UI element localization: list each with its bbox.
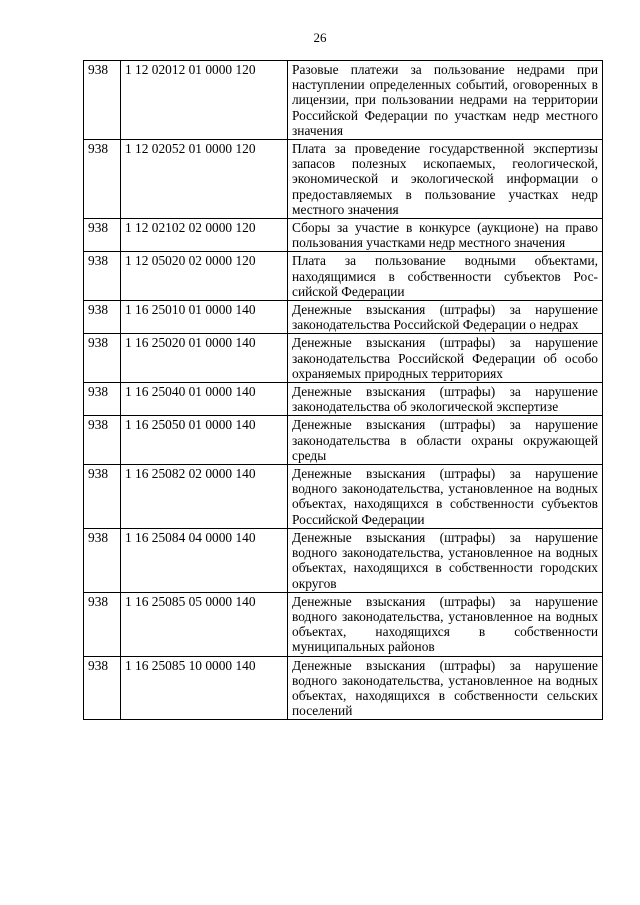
- admin-code-cell: 938: [84, 592, 121, 656]
- budget-code-cell: 1 16 25010 01 0000 140: [121, 301, 288, 334]
- budget-code-cell: 1 16 25040 01 0000 140: [121, 383, 288, 416]
- admin-code-cell: 938: [84, 416, 121, 465]
- budget-code-cell: 1 12 02052 01 0000 120: [121, 140, 288, 219]
- income-name-cell: Денежные взыскания (штрафы) за нарушение водного законодательства, установленное на водных объектах, находящихся в собственности городских округов: [288, 528, 603, 592]
- budget-code-cell: 1 16 25085 05 0000 140: [121, 592, 288, 656]
- admin-code-cell: 938: [84, 61, 121, 140]
- admin-code-cell: 938: [84, 252, 121, 301]
- page-number: 26: [313, 30, 327, 45]
- income-name-cell: Плата за проведение государственной экспертизы запасов полезных ископаемых, геологической, экономической и экологической информации о предоставляемых в пользование участках недр местного значения: [288, 140, 603, 219]
- income-name-cell: Денежные взыскания (штрафы) за нарушение водного законодательства, установленное на водных объектах, находящихся в собственности муниципальных районов: [288, 592, 603, 656]
- admin-code-cell: 938: [84, 219, 121, 252]
- income-name-cell: Денежные взыскания (штрафы) за нарушение законодательства Российской Федерации о недрах: [288, 301, 603, 334]
- income-name-cell: Плата за пользование водными объектами, находящимися в собственности субъектов Российской Федерации: [288, 252, 603, 301]
- table-body: [84, 61, 603, 720]
- table-row: [84, 334, 603, 383]
- budget-code-cell: 1 12 05020 02 0000 120: [121, 252, 288, 301]
- income-name-cell: Разовые платежи за пользование недрами при наступлении определенных событий, оговоренных в лицензии, при пользовании недрами на территории Российской Федерации по участкам недр местного значения: [288, 61, 603, 140]
- admin-code-cell: 938: [84, 656, 121, 720]
- budget-code-cell: 1 16 25085 10 0000 140: [121, 656, 288, 720]
- admin-code-cell: 938: [84, 465, 121, 529]
- income-name-cell: Денежные взыскания (штрафы) за нарушение водного законодательства, установленное на водных объектах, находящихся в собственности субъектов Российской Федерации: [288, 465, 603, 529]
- table-row: [84, 61, 603, 140]
- budget-code-cell: 1 16 25084 04 0000 140: [121, 528, 288, 592]
- budget-code-cell: 1 16 25020 01 0000 140: [121, 334, 288, 383]
- table-row: [84, 219, 603, 252]
- table-row: [84, 656, 603, 720]
- budget-code-cell: 1 16 25050 01 0000 140: [121, 416, 288, 465]
- income-name-cell: Денежные взыскания (штрафы) за нарушение законодательства Российской Федерации об особо охраняемых природных территориях: [288, 334, 603, 383]
- admin-code-cell: 938: [84, 301, 121, 334]
- table-row: [84, 140, 603, 219]
- income-name-cell: Сборы за участие в конкурсе (аукционе) на право пользования участками недр местного значения: [288, 219, 603, 252]
- income-name-cell: Денежные взыскания (штрафы) за нарушение водного законодательства, установленное на водных объектах, находящихся в собственности сельских поселений: [288, 656, 603, 720]
- table-row: [84, 465, 603, 529]
- income-name-cell: Денежные взыскания (штрафы) за нарушение законодательства об экологической экспертизе: [288, 383, 603, 416]
- table-row: [84, 416, 603, 465]
- table-row: [84, 383, 603, 416]
- income-name-cell: Денежные взыскания (штрафы) за нарушение законодательства в области охраны окружающей среды: [288, 416, 603, 465]
- admin-code-cell: 938: [84, 528, 121, 592]
- admin-code-cell: 938: [84, 140, 121, 219]
- budget-code-cell: 1 16 25082 02 0000 140: [121, 465, 288, 529]
- budget-code-cell: 1 12 02102 02 0000 120: [121, 219, 288, 252]
- budget-code-cell: 1 12 02012 01 0000 120: [121, 61, 288, 140]
- admin-code-cell: 938: [84, 334, 121, 383]
- table-row: [84, 528, 603, 592]
- table-row: [84, 301, 603, 334]
- budget-code-table: [83, 60, 603, 720]
- table-row: [84, 252, 603, 301]
- table-row: [84, 592, 603, 656]
- admin-code-cell: 938: [84, 383, 121, 416]
